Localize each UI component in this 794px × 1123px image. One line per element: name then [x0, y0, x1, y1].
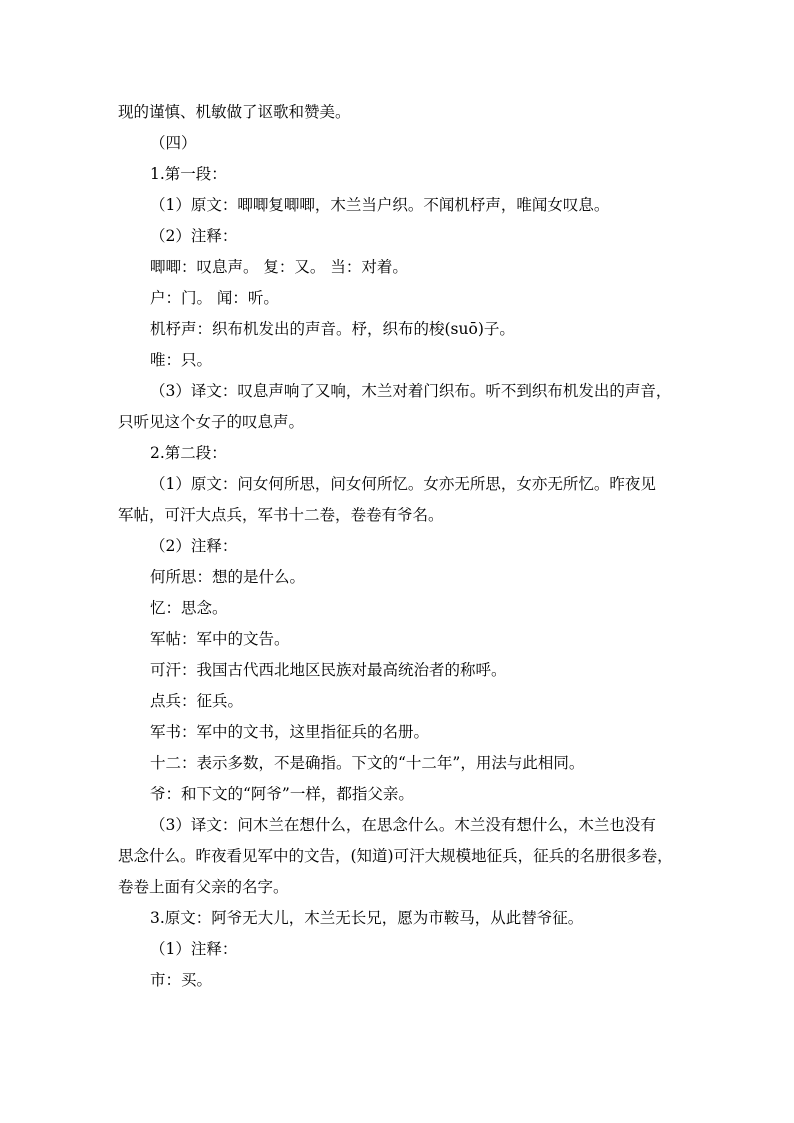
note-line: 点兵：征兵。: [150, 692, 244, 710]
note-line: 唯：只。: [150, 351, 213, 369]
note-line: 爷：和下文的“阿爷”一样，都指父亲。: [150, 785, 414, 803]
note-line: 何所思：想的是什么。: [150, 568, 306, 586]
translation-text: 卷卷上面有父亲的名字。: [118, 878, 289, 896]
note-line: 市：买。: [150, 971, 213, 989]
original-text: （1）原文：问女何所思，问女何所忆。女亦无所思，女亦无所忆。昨夜见: [150, 475, 656, 493]
translation-text: （3）译文：叹息声响了又响，木兰对着门织布。听不到织布机发出的声音，: [150, 382, 672, 400]
original-text: （1）原文：唧唧复唧唧，木兰当户织。不闻机杼声，唯闻女叹息。: [150, 196, 610, 214]
paragraph-heading: 1.第一段：: [150, 165, 227, 183]
section-heading: （四）: [150, 134, 197, 152]
paragraph-heading: 2.第二段：: [150, 444, 227, 462]
translation-text: 思念什么。昨夜看见军中的文告，(知道)可汗大规模地征兵，征兵的名册很多卷，: [118, 847, 673, 865]
note-line: 十二：表示多数，不是确指。下文的“十二年”，用法与此相同。: [150, 754, 585, 772]
text-line: 现的谨慎、机敏做了讴歌和赞美。: [118, 103, 351, 121]
note-line: 军书：军中的文书，这里指征兵的名册。: [150, 723, 430, 741]
note-line: 军帖：军中的文告。: [150, 630, 290, 648]
note-line: 可汗：我国古代西北地区民族对最高统治者的称呼。: [150, 661, 507, 679]
notes-heading: （2）注释：: [150, 537, 238, 555]
original-text: 军帖，可汗大点兵，军书十二卷，卷卷有爷名。: [118, 506, 444, 524]
notes-heading: （1）注释：: [150, 940, 238, 958]
note-line: 忆：思念。: [150, 599, 228, 617]
translation-text: 只听见这个女子的叹息声。: [118, 413, 305, 431]
note-line: 机杼声：织布机发出的声音。杼，织布的梭(suō)子。: [150, 320, 515, 338]
translation-text: （3）译文：问木兰在想什么，在思念什么。木兰没有想什么，木兰也没有: [150, 816, 656, 834]
note-line: 户：门。 闻：听。: [150, 289, 279, 307]
paragraph-heading: 3.原文：阿爷无大儿，木兰无长兄，愿为市鞍马，从此替爷征。: [150, 909, 584, 927]
note-line: 唧唧：叹息声。 复：又。 当：对着。: [150, 258, 408, 276]
notes-heading: （2）注释：: [150, 227, 238, 245]
